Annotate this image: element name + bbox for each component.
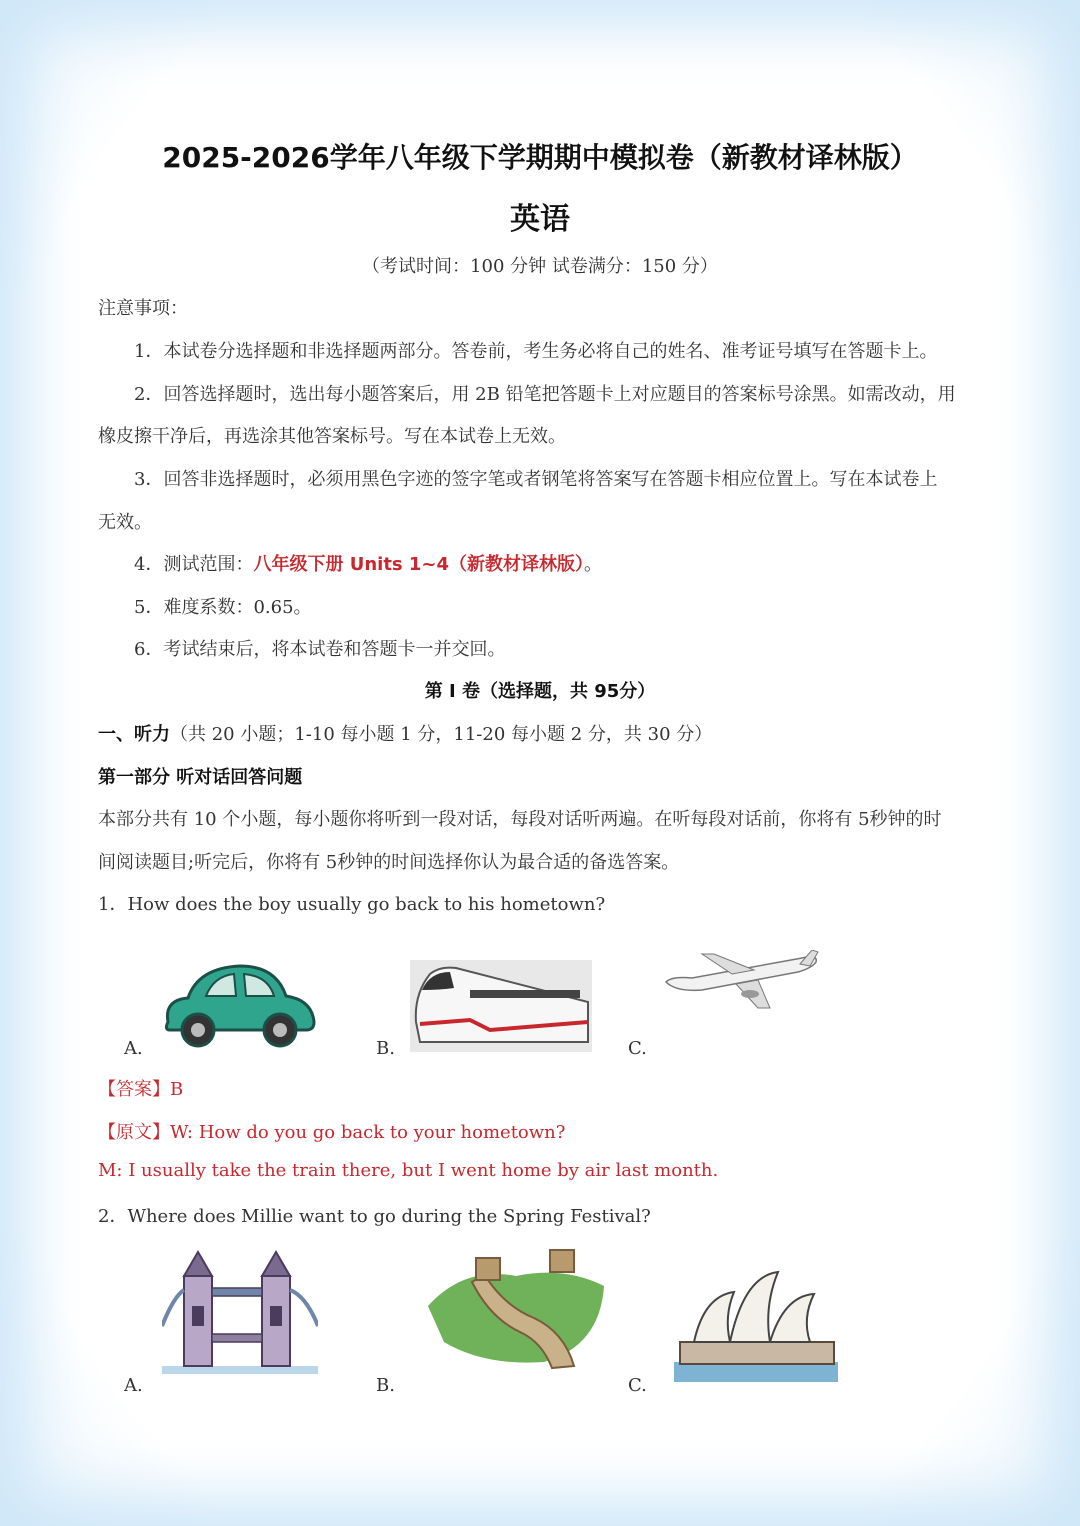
answer-value: B: [170, 1079, 184, 1100]
notice-item-3: 3．回答非选择题时，必须用黑色字迹的签字笔或者钢笔将答案写在答题卡相应位置上。写在本试卷上: [134, 469, 938, 490]
subject-title: 英语: [510, 202, 570, 237]
test-scope: 八年级下册 Units 1~4（新教材译林版）: [253, 554, 585, 575]
question-2-option-c: C.: [628, 1375, 647, 1396]
part1-heading: 第一部分 听对话回答问题: [98, 767, 303, 788]
section-listening-detail: （共 20 小题；1-10 每小题 1 分，11-20 每小题 2 分，共 30 分）: [170, 724, 713, 745]
notice-item-4: [134, 550, 602, 576]
question-1-script: [98, 1118, 565, 1144]
volume-heading: 第 I 卷（选择题，共 95分）: [424, 681, 656, 702]
answer-label: 【答案】: [98, 1079, 170, 1100]
part1-intro-cont: 间阅读题目;听完后，你将有 5秒钟的时间选择你认为最合适的备选答案。: [98, 852, 680, 873]
page-title: 2025-2026学年八年级下学期期中模拟卷（新教材译林版）: [162, 141, 918, 174]
great-wall-icon: [424, 1246, 608, 1370]
section-listening-title: 一、听力: [98, 724, 170, 745]
notice-item-1: 1．本试卷分选择题和非选择题两部分。答卷前，考生务必将自己的姓名、准考证号填写在答题卡上。: [134, 341, 938, 362]
question-1-script-cont: M: I usually take the train there, but I went home by air last month.: [98, 1160, 719, 1181]
question-2-option-a: A.: [124, 1375, 143, 1396]
question-2-option-b: B.: [376, 1375, 395, 1396]
notice-item-2: 2．回答选择题时，选出每小题答案后，用 2B 铅笔把答题卡上对应题目的答案标号涂黑。如需改动，用: [134, 384, 956, 405]
question-1-option-a: A.: [124, 1038, 143, 1059]
question-2-stem: 2．Where does Millie want to go during the Spring Festival?: [98, 1206, 651, 1227]
part1-intro: 本部分共有 10 个小题，每小题你将听到一段对话，每段对话听两遍。在听每段对话前，你将有 5秒钟的时: [98, 809, 942, 830]
notice-item-4-suffix: 。: [584, 554, 603, 575]
exam-info: （考试时间：100 分钟 试卷满分：150 分）: [362, 256, 718, 277]
notice-item-4-prefix: 4．测试范围：: [134, 554, 254, 575]
notice-heading: 注意事项：: [98, 298, 188, 319]
script-line-1: W: How do you go back to your hometown?: [170, 1122, 566, 1143]
question-1-answer: [98, 1075, 183, 1101]
notice-item-6: 6．考试结束后，将本试卷和答题卡一并交回。: [134, 639, 506, 660]
notice-item-3-cont: 无效。: [98, 512, 152, 533]
question-1-option-c: C.: [628, 1038, 647, 1059]
section-listening-heading: [98, 720, 712, 746]
opera-house-icon: [674, 1266, 838, 1384]
script-label: 【原文】: [98, 1122, 170, 1143]
notice-item-2-cont: 橡皮擦干净后，再选涂其他答案标号。写在本试卷上无效。: [98, 426, 566, 447]
car-icon: [158, 960, 318, 1055]
airplane-icon: [662, 950, 822, 1015]
train-icon: [410, 960, 592, 1052]
question-1-option-b: B.: [376, 1038, 395, 1059]
question-1-stem: 1．How does the boy usually go back to his hometown?: [98, 894, 606, 915]
notice-item-5: 5．难度系数：0.65。: [134, 597, 312, 618]
tower-bridge-icon: [162, 1246, 318, 1380]
